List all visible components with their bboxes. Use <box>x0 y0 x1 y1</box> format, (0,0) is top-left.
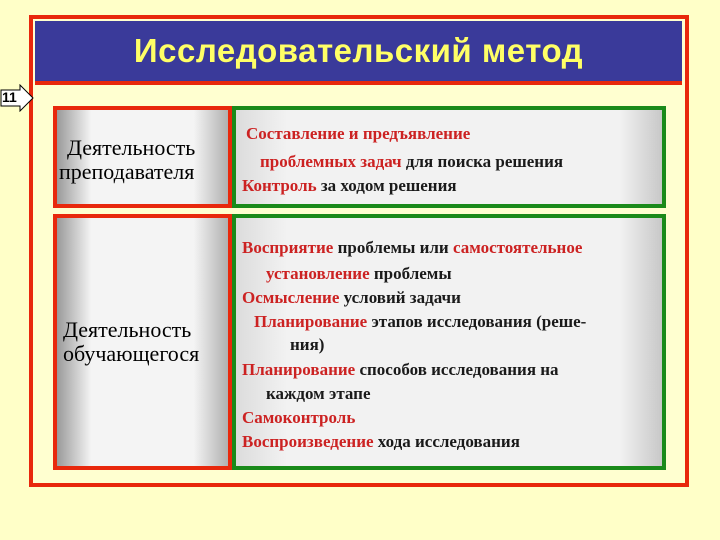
student-label-panel <box>53 214 232 470</box>
student-line: Осмысление условий задачи <box>242 288 461 307</box>
teacher-activity-panel <box>232 106 666 208</box>
slide-number: 11 <box>2 89 17 105</box>
student-label-line2: обучающегося <box>63 341 200 366</box>
teacher-label-line2: преподавателя <box>59 159 195 184</box>
student-line: Планирование способов исследования на <box>242 360 559 379</box>
student-label-line1: Деятельность <box>63 317 192 342</box>
title-bar <box>35 21 682 85</box>
slide-number-arrow <box>0 84 34 112</box>
student-activity-panel <box>232 214 666 470</box>
student-label <box>63 318 228 366</box>
teacher-label <box>59 135 228 184</box>
teacher-label-line1: Деятельность <box>67 135 196 160</box>
student-line: Восприятие проблемы или самостоятельное <box>242 238 583 257</box>
teacher-line: Контроль за ходом решения <box>242 176 457 195</box>
student-line: установление проблемы <box>266 264 452 283</box>
teacher-line: Составление и предъявление <box>246 124 471 143</box>
teacher-line: проблемных задач для поиска решения <box>260 152 564 171</box>
teacher-label-panel <box>53 106 232 208</box>
student-line: Планирование этапов исследования (реше- <box>254 312 587 331</box>
student-line: Воспроизведение хода исследования <box>242 432 520 451</box>
student-line: каждом этапе <box>266 384 371 403</box>
student-line: ния) <box>290 335 325 354</box>
student-line: Самоконтроль <box>242 408 356 427</box>
slide-title: Исследовательский метод <box>133 32 584 69</box>
